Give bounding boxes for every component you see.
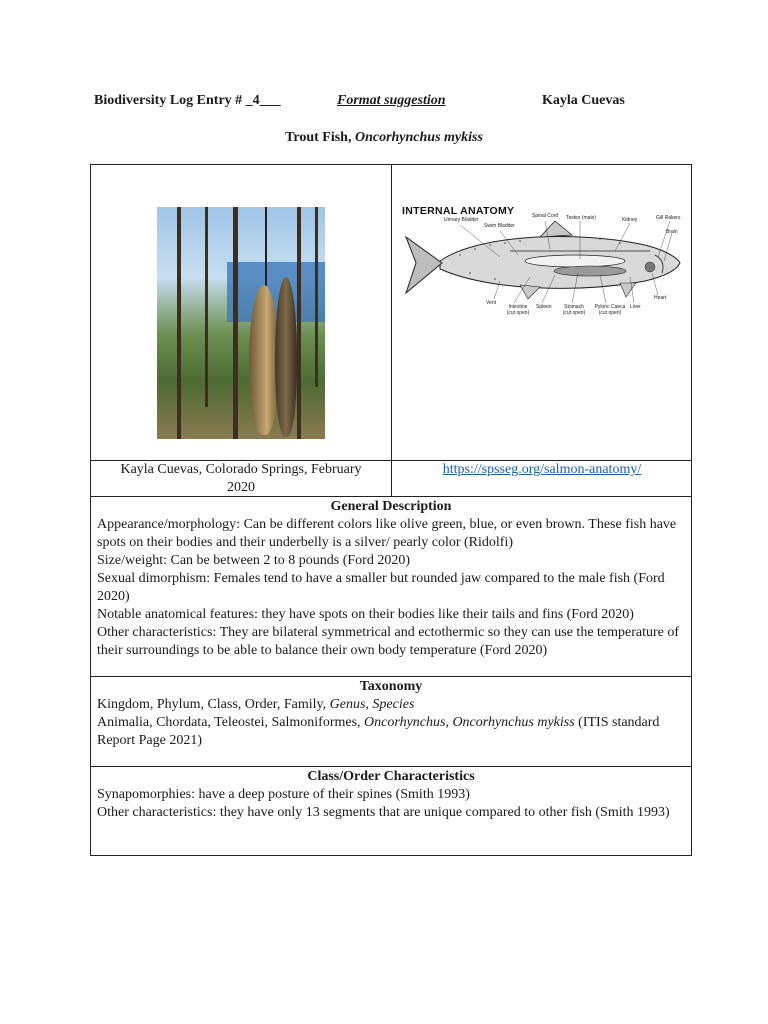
- label-spinal-cord: Spinal Cord: [532, 213, 559, 219]
- label-spleen: Spleen: [536, 304, 552, 310]
- label-kidney: Kidney: [622, 217, 638, 223]
- species-title: [0, 130, 768, 146]
- other-characteristics-line: Other characteristics: They are bilateral symmetrical and ectothermic so they can use the temperature of their surroundings to be able to balance their own body temperature (Ford 2020): [97, 625, 680, 658]
- label-brain: Brain: [666, 229, 678, 235]
- internal-anatomy-diagram: [400, 203, 684, 321]
- class-order-body: [91, 786, 691, 822]
- log-entry-number: Biodiversity Log Entry # _4___: [94, 93, 281, 108]
- taxonomy-title: Taxonomy: [359, 679, 423, 694]
- general-description-section: [91, 497, 691, 676]
- trout-photo: [157, 207, 325, 439]
- class-order-section: [91, 767, 691, 856]
- scientific-name: Oncorhynchus mykiss: [354, 130, 483, 145]
- label-urinary-bladder: Urinary Bladder: [444, 217, 479, 223]
- label-heart: Heart: [654, 295, 667, 301]
- anatomical-features-line: Notable anatomical features: they have spots on their bodies like their tails and fins (Ford 2020): [97, 607, 634, 622]
- taxonomy-values: Animalia, Chordata, Teleostei, Salmoniformes, Oncorhynchus, Oncorhynchus mykiss (ITIS standard Report Page 2021): [97, 715, 660, 748]
- label-gill-rakers: Gill Rakers: [656, 215, 681, 221]
- taxonomy-body: [91, 696, 691, 750]
- label-swim-bladder: Swim Bladder: [484, 223, 515, 229]
- author-name: Kayla Cuevas: [542, 93, 625, 108]
- taxonomy-ranks: Kingdom, Phylum, Class, Order, Family, Genus, Species: [97, 697, 415, 712]
- log-header: [94, 93, 694, 113]
- label-liver: Liver: [630, 304, 641, 310]
- photo-cell: [91, 165, 391, 460]
- general-description-title: General Description: [330, 499, 452, 514]
- taxonomy-section: [91, 677, 691, 766]
- log-table: [90, 164, 692, 856]
- anatomy-title: INTERNAL ANATOMY: [402, 205, 515, 217]
- dimorphism-line: Sexual dimorphism: Females tend to have a smaller but rounded jaw compared to the male fish (Ford 2020): [97, 571, 665, 604]
- class-other-characteristics-line: Other characteristics: they have only 13 segments that are unique compared to other fish (Smith 1993): [97, 805, 670, 820]
- label-vent: Vent: [486, 300, 497, 306]
- general-description-body: [91, 516, 691, 660]
- anatomy-source-link[interactable]: https://spsseg.org/salmon-anatomy/: [442, 462, 642, 477]
- label-testes: Testes (male): [566, 215, 597, 221]
- anatomy-cell: [392, 165, 692, 460]
- format-suggestion: Format suggestion: [337, 93, 446, 108]
- label-intestine: Intestine (cut open): [506, 304, 530, 316]
- label-stomach: Stomach (cut open): [562, 304, 586, 316]
- synapomorphies-line: Synapomorphies: have a deep posture of their spines (Smith 1993): [97, 787, 470, 802]
- common-name: Trout Fish,: [285, 130, 355, 145]
- photo-caption: Kayla Cuevas, Colorado Springs, February 2020: [120, 462, 362, 495]
- label-pyloric-caeca: Pyloric Caeca (cut open): [594, 304, 626, 316]
- size-line: Size/weight: Can be between 2 to 8 pounds (Ford 2020): [97, 553, 411, 568]
- class-order-title: Class/Order Characteristics: [307, 769, 475, 784]
- appearance-line: Appearance/morphology: Can be different colors like olive green, blue, or even brown. These fish have spots on their bodies and their underbelly is a silver/ pearly color (Ridolfi): [97, 517, 677, 550]
- anatomy-source-cell: [392, 461, 692, 496]
